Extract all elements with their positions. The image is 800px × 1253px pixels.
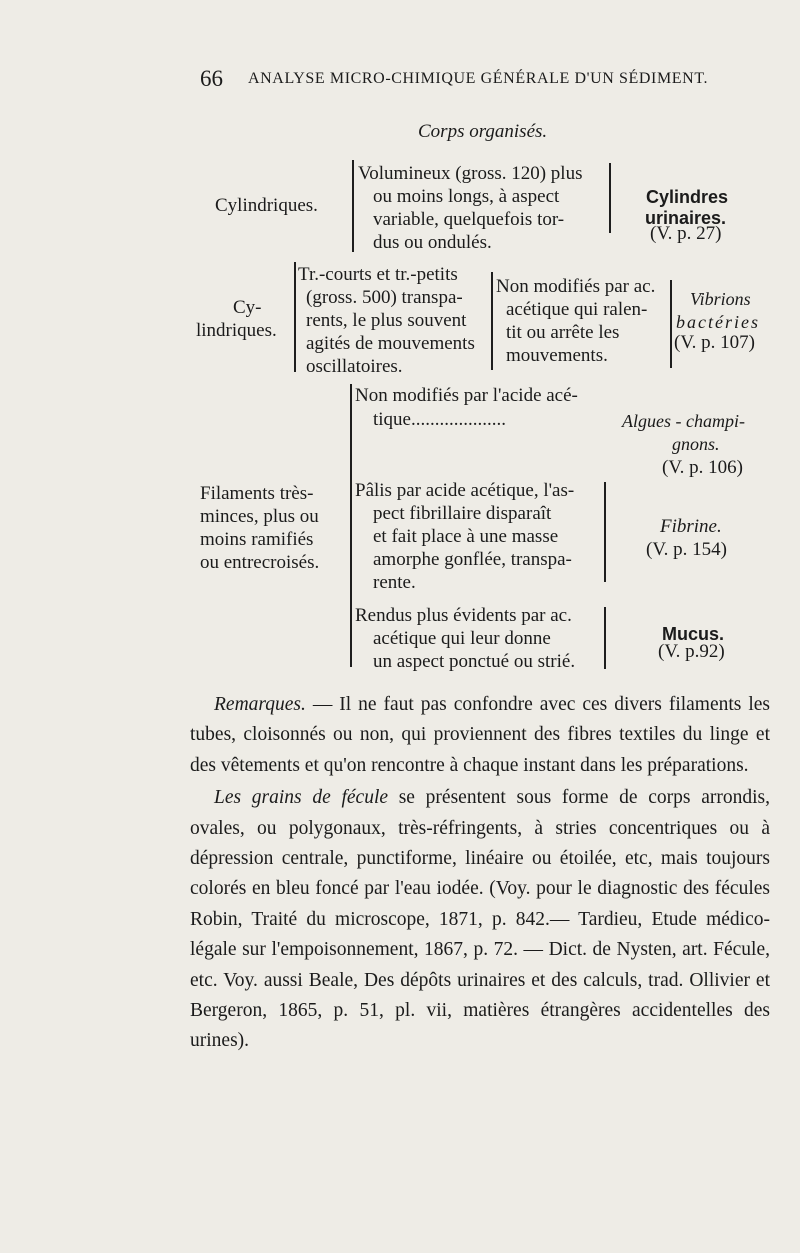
- cylindriques-label: Cylindriques.: [215, 195, 318, 216]
- algues-desc-2: tique....................: [373, 409, 506, 430]
- fibrine-desc-4: amorphe gonflée, transpa-: [373, 549, 572, 570]
- vibrions-test-1: Non modifiés par ac.: [496, 276, 656, 297]
- mucus-desc-3: un aspect ponctué ou strié.: [373, 651, 576, 672]
- page-number: 66: [200, 66, 223, 91]
- fecule-label: Les grains de fécule: [214, 787, 389, 809]
- section-title: Corps organisés.: [418, 121, 548, 142]
- cylindriques-result-1: Cylindres: [646, 187, 729, 207]
- page-header: [200, 66, 770, 96]
- bracket-line: [670, 280, 672, 368]
- fibrine-desc-3: et fait place à une masse: [373, 526, 559, 547]
- bracket-line: [294, 262, 296, 372]
- vibrions-test-2: acétique qui ralen-: [506, 299, 648, 320]
- mucus-result: Mucus.: [662, 624, 725, 644]
- vibrions-label-1: Cy-: [233, 297, 262, 318]
- vibrions-desc-2: (gross. 500) transpa-: [306, 287, 463, 308]
- remarques-paragraph: [190, 690, 770, 781]
- vibrions-desc-1: Tr.-courts et tr.-petits: [298, 264, 458, 285]
- mucus-desc-2: acétique qui leur donne: [373, 628, 551, 649]
- fibrine-result: Fibrine.: [660, 516, 722, 537]
- bracket-line: [604, 482, 606, 582]
- fibrine-desc-1: Pâlis par acide acétique, l'as-: [355, 480, 575, 501]
- remarques-label: Remarques.: [214, 694, 306, 715]
- algues-result-2: gnons.: [672, 434, 720, 454]
- bracket-line: [609, 163, 611, 233]
- filaments-label-2: minces, plus ou: [200, 506, 319, 527]
- vibrions-desc-3: rents, le plus souvent: [306, 310, 467, 331]
- bracket-line: [491, 272, 493, 370]
- cylindriques-result-2: urinaires.: [645, 208, 727, 228]
- cylindriques-ref: (V. p. 27): [650, 223, 722, 244]
- running-head: ANALYSE MICRO-CHIMIQUE GÉNÉRALE D'UN SÉDIMENT.: [248, 70, 709, 87]
- bracket-line: [604, 607, 606, 669]
- vibrions-label-2: lindriques.: [196, 320, 277, 341]
- cylindriques-desc-1: Volumineux (gross. 120) plus: [358, 163, 583, 184]
- vibrions-result-2: bactéries: [676, 312, 760, 332]
- algues-result-1: Algues - champi-: [622, 411, 745, 431]
- bracket-line: [352, 160, 354, 252]
- bracket-line: [350, 384, 352, 667]
- vibrions-ref: (V. p. 107): [674, 332, 755, 353]
- fibrine-desc-5: rente.: [373, 572, 416, 593]
- algues-desc-1: Non modifiés par l'acide acé-: [355, 385, 578, 406]
- vibrions-result-1: Vibrions: [690, 289, 751, 309]
- remarques-text: — Il ne faut pas confondre avec ces divers filaments les tubes, cloisonnés ou non, qui proviennent des fibres textiles du linge et des vêtements et qu'on rencontre à chaque instant dans les préparations.: [190, 694, 770, 776]
- cylindriques-desc-3: variable, quelquefois tor-: [373, 209, 565, 230]
- fibrine-ref: (V. p. 154): [646, 539, 727, 560]
- fecule-text: se présentent sous forme de corps arrondis, ovales, ou polygonaux, très-réfringents, à stries concentriques ou à dépression centrale, punctiforme, linéaire ou étoilée, etc, mais toujours colorés en bleu foncé par l'eau iodée. (Voy. pour le diagnostic des fécules Robin, Traité du microscope, 1871, p. 842.— Tardieu, Etude médico-légale sur l'empoisonnement, 1867, p. 72. — Dict. de Nysten, art. Fécule, etc. Voy. aussi Beale, Des dépôts urinaires et des calculs, trad. Ollivier et Bergeron, 1865, p. 51, pl. vii, matières étrangères accidentelles des urines).: [190, 787, 771, 1052]
- algues-ref: (V. p. 106): [662, 457, 743, 478]
- filaments-label-4: ou entrecroisés.: [200, 552, 320, 573]
- mucus-ref: (V. p.92): [658, 641, 725, 662]
- vibrions-desc-5: oscillatoires.: [306, 356, 403, 377]
- cylindriques-desc-4: dus ou ondulés.: [373, 232, 492, 253]
- vibrions-test-4: mouvements.: [506, 345, 608, 366]
- body-text: [190, 690, 770, 1057]
- filaments-label-3: moins ramifiés: [200, 529, 314, 550]
- fecule-paragraph: [190, 783, 770, 1057]
- vibrions-desc-4: agités de mouvements: [306, 333, 475, 354]
- filaments-label-1: Filaments très-: [200, 483, 314, 504]
- vibrions-test-3: tit ou arrête les: [506, 322, 620, 343]
- cylindriques-desc-2: ou moins longs, à aspect: [373, 186, 560, 207]
- fibrine-desc-2: pect fibrillaire disparaît: [373, 503, 552, 524]
- mucus-desc-1: Rendus plus évidents par ac.: [355, 605, 572, 626]
